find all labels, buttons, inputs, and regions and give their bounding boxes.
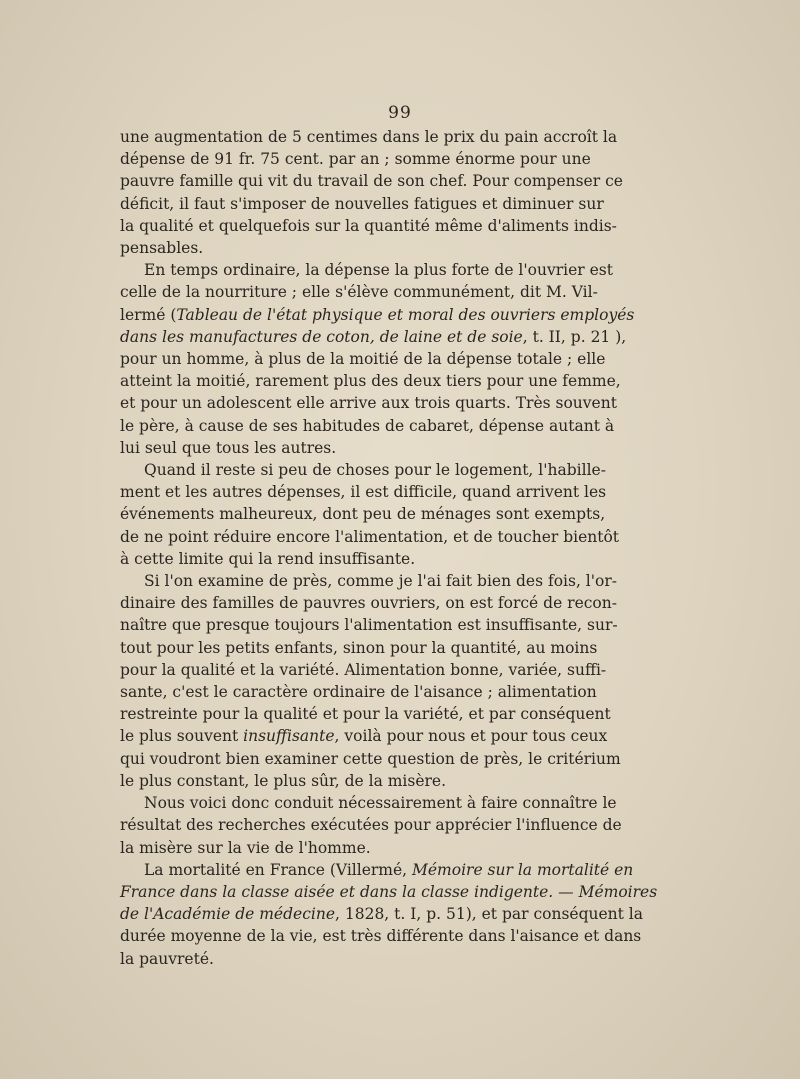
text-line <box>120 881 658 903</box>
text-line: une augmentation de 5 centimes dans le prix du pain accroît la <box>120 128 618 146</box>
text-span: , 1828, t. I, p. 51), et par conséquent la <box>335 905 643 924</box>
text-line: pauvre famille qui vit du travail de son chef. Pour compenser ce <box>120 172 623 191</box>
text-line: naître que presque toujours l'alimentation est insuffisante, sur- <box>120 616 618 635</box>
text-line: le père, à cause de ses habitudes de cabaret, dépense autant à <box>120 416 615 435</box>
text-line: la misère sur la vie de l'homme. <box>120 838 371 857</box>
text-line: dépense de 91 fr. 75 cent. par an ; somme énorme pour une <box>120 150 591 169</box>
text-line: dinaire des familles de pauvres ouvriers, on est forcé de recon- <box>120 594 617 613</box>
italic-text: France dans la classe aisée et dans la classe indigente. — Mémoires <box>120 882 658 901</box>
text-line <box>120 903 643 925</box>
text-line: ment et les autres dépenses, il est difficile, quand arrivent les <box>120 483 607 502</box>
text-line <box>120 326 627 348</box>
italic-text: insuffisante <box>243 727 335 746</box>
text-span: , t. II, p. 21 ), <box>522 327 627 346</box>
text-line: la qualité et quelquefois sur la quantité même d'aliments indis- <box>120 216 617 235</box>
text-line: celle de la nourriture ; elle s'élève communément, dit M. Vil- <box>120 283 598 302</box>
text-line: déficit, il faut s'imposer de nouvelles fatigues et diminuer sur <box>120 194 604 213</box>
text-line: durée moyenne de la vie, est très différente dans l'aisance et dans <box>120 927 642 946</box>
italic-text: dans les manufactures de coton, de laine et de soie <box>120 327 523 346</box>
text-span: La mortalité en France (Villermé, <box>144 860 413 879</box>
text-span: lermé ( <box>120 305 177 324</box>
text-span: le plus souvent <box>120 727 244 746</box>
text-line: pour un homme, à plus de la moitié de la dépense totale ; elle <box>120 350 606 369</box>
body-text <box>120 126 658 970</box>
text-line: atteint la moitié, rarement plus des deux tiers pour une femme, <box>120 372 621 391</box>
italic-text: Tableau de l'état physique et moral des ouvriers employés <box>176 305 635 324</box>
page-number: 99 <box>388 103 412 123</box>
text-line: pensables. <box>120 239 204 258</box>
text-line: Si l'on examine de près, comme je l'ai fait bien des fois, l'or- <box>144 572 618 591</box>
text-line: sante, c'est le caractère ordinaire de l'aisance ; alimentation <box>120 683 597 702</box>
text-line: événements malheureux, dont peu de ménages sont exempts, <box>120 505 606 524</box>
text-line: à cette limite qui la rend insuffisante. <box>120 549 416 568</box>
text-line: de ne point réduire encore l'alimentation, et de toucher bientôt <box>120 527 620 546</box>
italic-text: Mémoire sur la mortalité en <box>412 860 634 879</box>
text-line: lui seul que tous les autres. <box>120 438 337 457</box>
text-line: restreinte pour la qualité et pour la variété, et par conséquent <box>120 705 611 724</box>
text-line <box>120 859 634 881</box>
text-line <box>120 725 608 747</box>
text-line: pour la qualité et la variété. Alimentation bonne, variée, suffi- <box>120 660 607 679</box>
text-line: En temps ordinaire, la dépense la plus forte de l'ouvrier est <box>144 261 613 280</box>
text-line: Nous voici donc conduit nécessairement à faire connaître le <box>144 794 617 813</box>
text-line: résultat des recherches exécutées pour apprécier l'influence de <box>120 816 622 835</box>
text-line: qui voudront bien examiner cette question de près, le critérium <box>120 749 621 768</box>
text-span: , voilà pour nous et pour tous ceux <box>334 727 608 746</box>
italic-text: de l'Académie de médecine <box>120 905 335 924</box>
text-line: et pour un adolescent elle arrive aux trois quarts. Très souvent <box>120 394 617 413</box>
text-line: Quand il reste si peu de choses pour le logement, l'habille- <box>144 461 606 480</box>
text-line: tout pour les petits enfants, sinon pour la quantité, au moins <box>120 638 598 657</box>
text-line <box>120 304 635 326</box>
text-line: le plus constant, le plus sûr, de la misère. <box>120 771 447 790</box>
text-line: la pauvreté. <box>120 949 214 968</box>
